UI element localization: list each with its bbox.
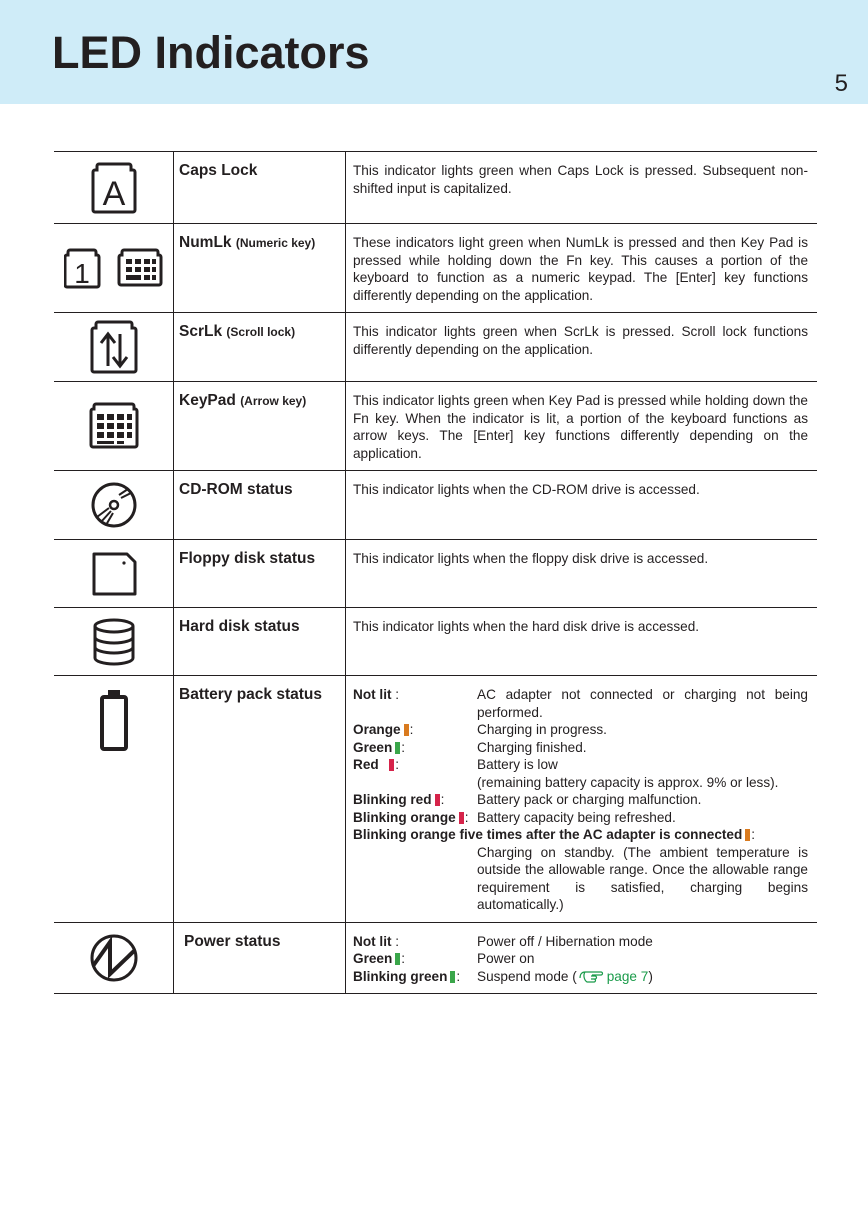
green-swatch-icon [395, 742, 400, 754]
indicator-description: This indicator lights green when Key Pad is pressed while holding down the Fn key. When the indicator is lit, a portion of the keyboard functions as arrow keys. The [Enter] key functions differently depending on the application. [346, 382, 818, 471]
table-row [54, 313, 817, 382]
orange-swatch-icon [404, 724, 409, 736]
green-swatch-icon [395, 953, 400, 965]
icon-cell [54, 676, 174, 923]
indicator-name: Hard disk status [174, 608, 346, 676]
indicator-name: Battery pack status [174, 676, 346, 923]
red-swatch-icon [459, 812, 464, 824]
indicator-name: KeyPad (Arrow key) [174, 382, 346, 471]
indicator-description: These indicators light green when NumLk is pressed and then Key Pad is pressed while holding down the Fn key. This causes a portion of the keyboard to function as a numeric keypad. The [Enter] key functions differently depending on the application. [346, 224, 818, 313]
table-row [54, 922, 817, 994]
indicator-description: This indicator lights when the CD-ROM drive is accessed. [346, 471, 818, 540]
table-row [54, 152, 817, 224]
floppy-disk-icon [89, 549, 139, 599]
indicator-name: Caps Lock [174, 152, 346, 224]
status-row: Green : Power on [353, 951, 535, 966]
svg-text:1: 1 [73, 258, 90, 289]
table-row [54, 540, 817, 608]
table-row [54, 382, 817, 471]
caps-lock-icon [90, 160, 138, 216]
hard-disk-icon [89, 616, 139, 668]
status-row: Green : Charging finished. [353, 739, 587, 755]
pointing-hand-icon [577, 969, 607, 985]
icon-cell [54, 471, 174, 540]
battery-status-list [346, 676, 818, 923]
page-number: 5 [834, 70, 848, 97]
keypad-icon [88, 400, 140, 452]
status-row: Not lit : AC adapter not connected or charging not being performed. [353, 687, 808, 720]
indicator-description: This indicator lights when the floppy disk drive is accessed. [346, 540, 818, 608]
green-swatch-icon [450, 971, 455, 983]
indicator-description: This indicator lights green when ScrLk is pressed. Scroll lock functions differently depending on the application. [346, 313, 818, 382]
cd-rom-icon [89, 480, 139, 530]
indicator-name: ScrLk (Scroll lock) [174, 313, 346, 382]
table-row [54, 471, 817, 540]
red-swatch-icon [389, 759, 394, 771]
table-row [54, 676, 817, 923]
indicator-name: CD-ROM status [174, 471, 346, 540]
power-status-list [346, 922, 818, 994]
red-swatch-icon [435, 794, 440, 806]
indicator-description: This indicator lights green when Caps Lock is pressed. Subsequent non-shifted input is capitalized. [346, 152, 818, 224]
icon-cell [54, 224, 174, 313]
status-row: Blinking orange : Battery capacity being refreshed. [353, 809, 676, 825]
page-reference-link[interactable]: page 7 [606, 968, 649, 984]
indicator-name: NumLk (Numeric key) [174, 224, 346, 313]
numlock-keypad-icon [64, 246, 164, 290]
icon-cell [54, 540, 174, 608]
power-icon [88, 932, 140, 984]
table-row [54, 224, 817, 313]
indicator-description: This indicator lights when the hard disk drive is accessed. [346, 608, 818, 676]
page-header [0, 0, 868, 104]
table-row [54, 608, 817, 676]
svg-text:A: A [102, 174, 125, 213]
icon-cell [54, 608, 174, 676]
icon-cell [54, 922, 174, 994]
page-title: LED Indicators [52, 27, 370, 78]
battery-icon [97, 688, 131, 752]
status-row: Charging on standby. (The ambient temperature is outside the allowable range. Once the allowable range requirement is satisfied, charging begins automatically.) [477, 844, 808, 912]
led-indicator-table [54, 151, 817, 994]
status-row: Orange : Charging in progress. [353, 722, 607, 737]
indicator-name: Floppy disk status [174, 540, 346, 608]
scroll-lock-icon [88, 318, 140, 376]
status-row: Blinking green : Suspend mode ( page 7) [353, 968, 653, 984]
status-row: Not lit : Power off / Hibernation mode [353, 933, 653, 949]
status-row: Blinking orange five times after the AC adapter is connected : [353, 827, 756, 842]
orange-swatch-icon [745, 829, 750, 841]
icon-cell [54, 152, 174, 224]
status-row: (remaining battery capacity is approx. 9% or less). [477, 774, 779, 790]
icon-cell [54, 313, 174, 382]
status-row: Red : Battery is low [353, 757, 558, 772]
indicator-name: Power status [174, 922, 346, 994]
icon-cell [54, 382, 174, 471]
status-row: Blinking red : Battery pack or charging malfunction. [353, 792, 702, 807]
